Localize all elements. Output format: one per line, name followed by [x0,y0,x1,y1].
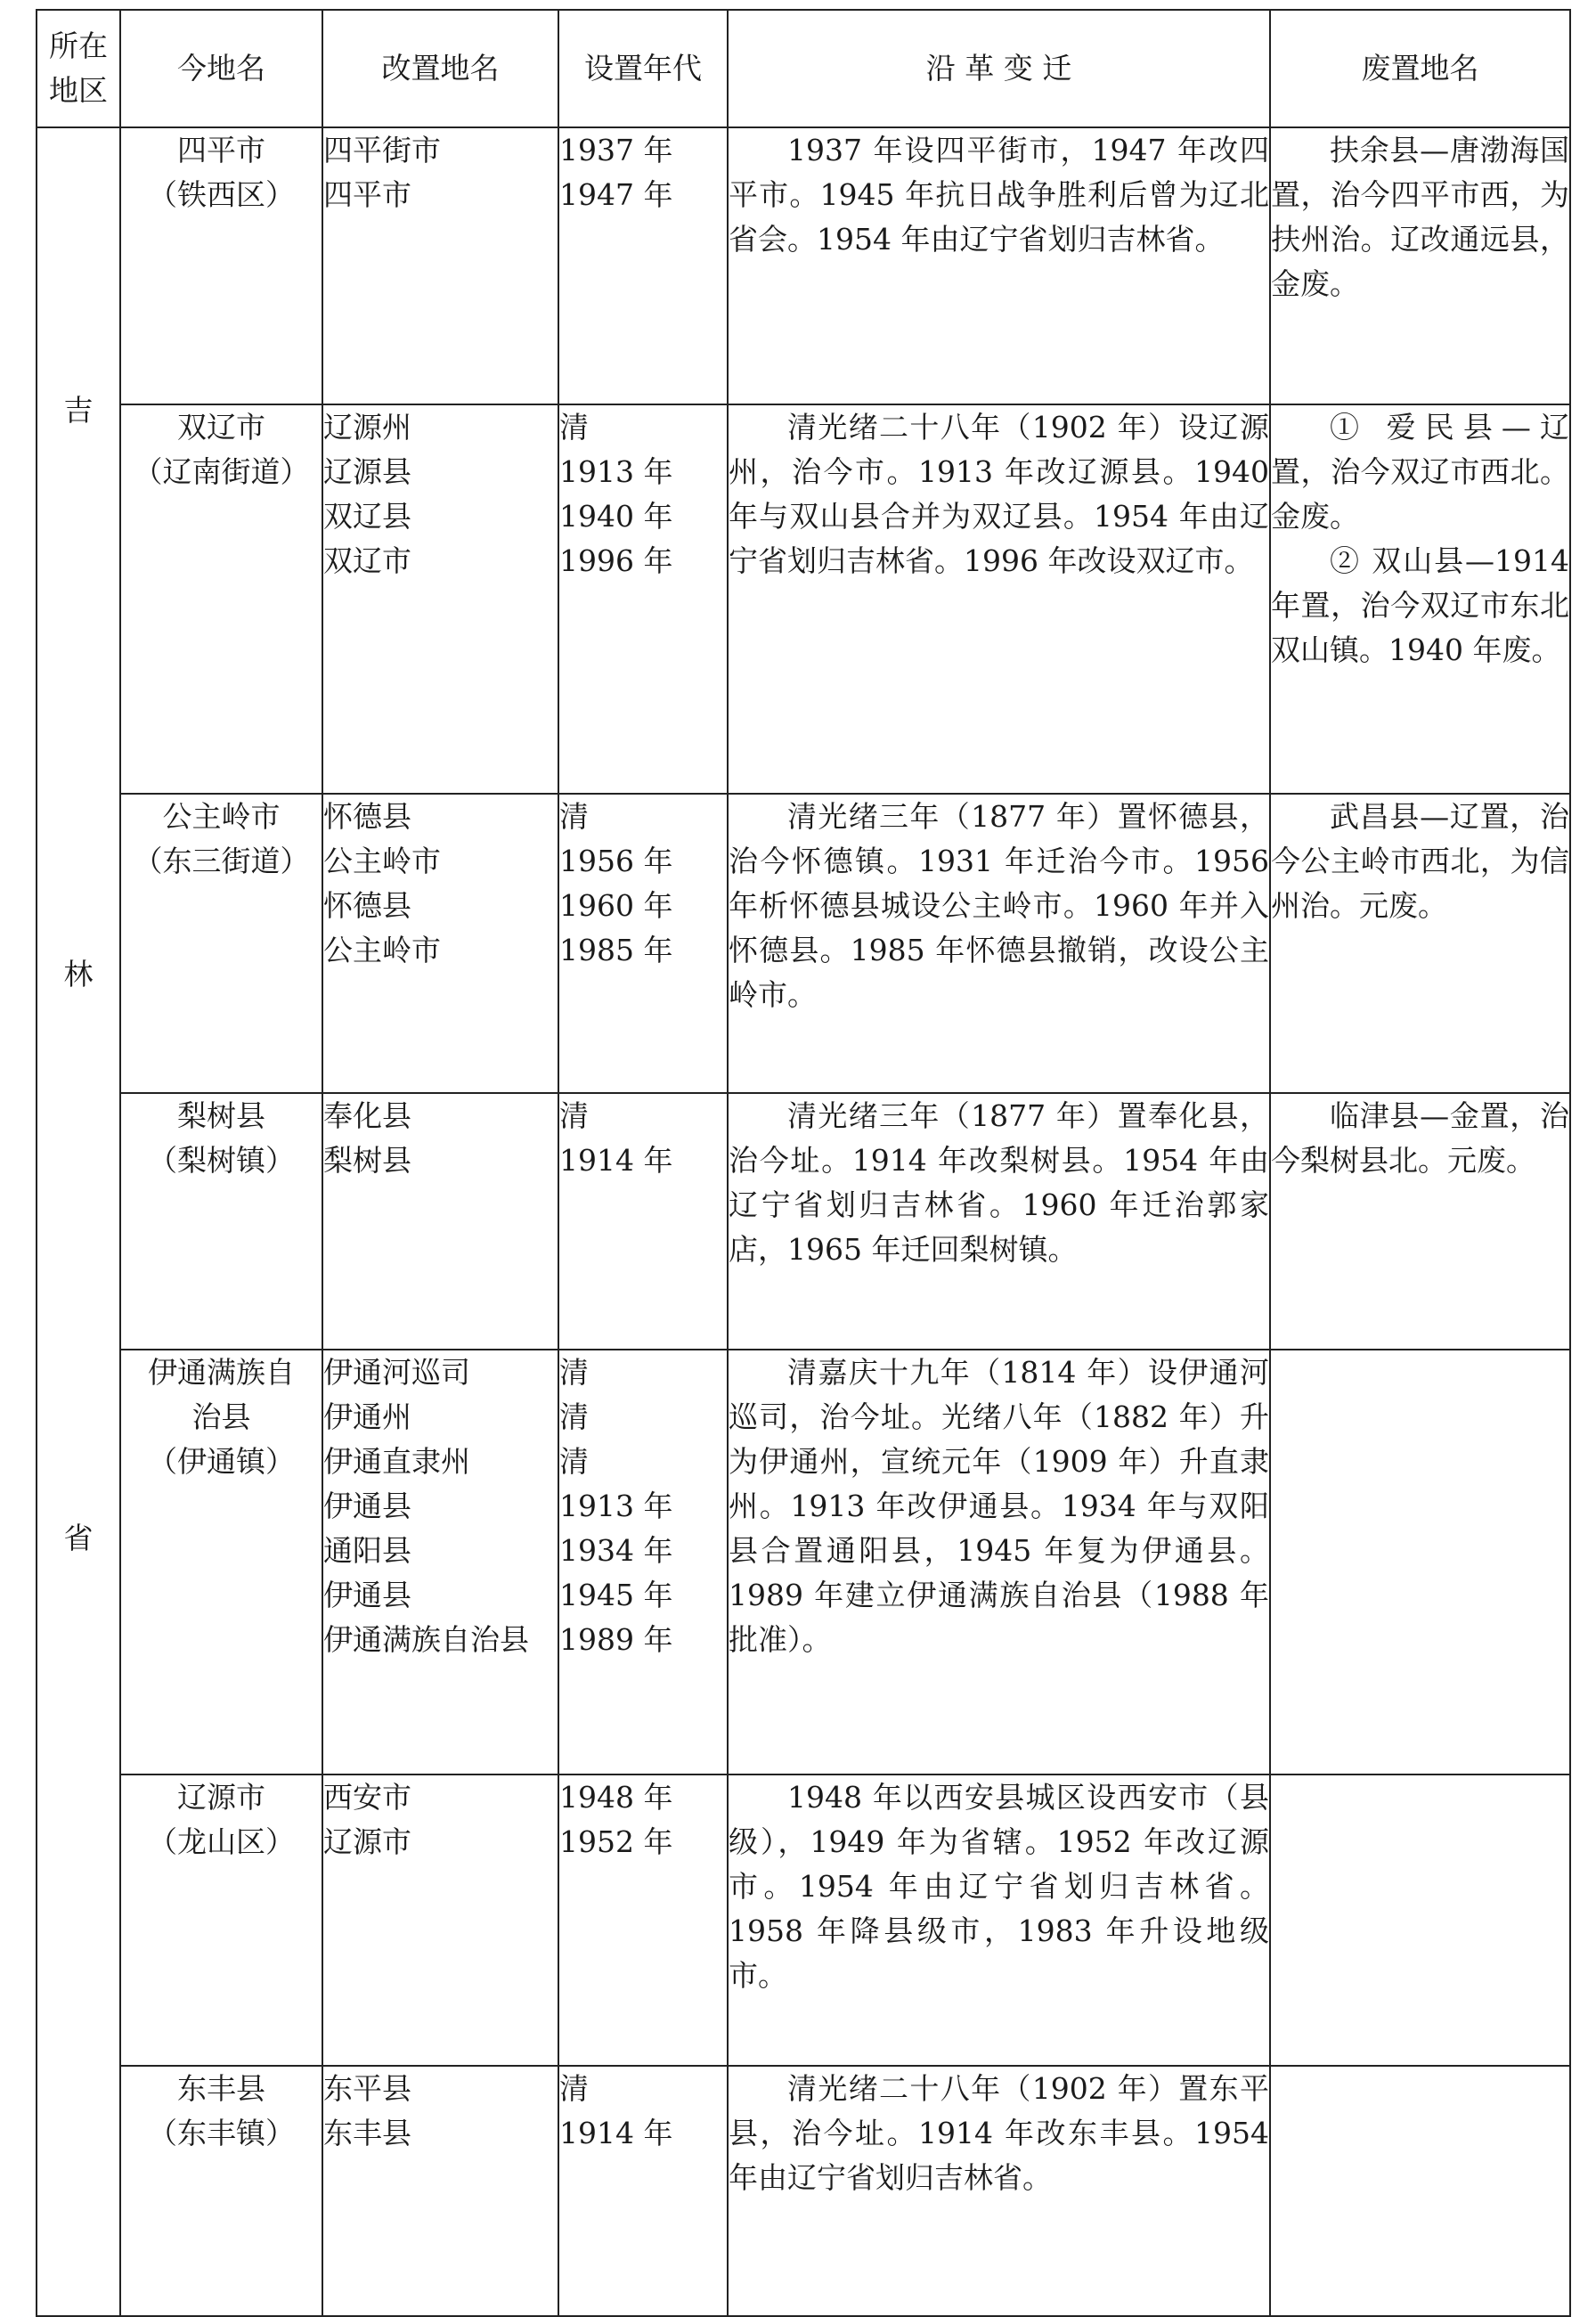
header-history: 沿 革 变 迁 [728,10,1270,127]
renamed-name: 伊通直隶州 [323,1444,470,1479]
header-abolished: 废置地名 [1270,10,1570,127]
history-cell [728,404,1270,794]
seat-name: （伊通镇） [148,1444,295,1479]
renamed-name: 伊通县 [323,1489,411,1523]
established-year: 1989 年 [559,1622,673,1657]
established-year: 1947 年 [559,177,673,212]
current-name-cell [120,794,322,1093]
current-name: 辽源市 [177,1780,265,1815]
history-cell [728,2066,1270,2316]
current-name: 东丰县 [177,2071,265,2106]
renamed-name: 伊通县 [323,1578,411,1612]
renamed-name: 伊通河巡司 [323,1355,470,1390]
established-year: 1913 年 [559,454,673,489]
renamed-names-cell [322,1350,558,1774]
seat-name: （东丰镇） [148,2116,295,2150]
seat-name: （龙山区） [148,1824,295,1859]
renamed-names-cell [322,794,558,1093]
header-region: 所在地区 [37,10,120,127]
renamed-name: 辽源州 [323,410,411,445]
abolished-note: 临津县—金置，治今梨树县北。元废。 [1271,1098,1569,1178]
header-established: 设置年代 [558,10,728,127]
current-name: 公主岭市 [162,799,281,834]
established-year: 1952 年 [559,1824,673,1859]
abolished-names-cell [1270,404,1570,794]
current-name-cell [120,2066,322,2316]
table-row [37,794,1570,1093]
renamed-name: 通阳县 [323,1533,411,1568]
gazetteer-table [36,9,1571,2317]
established-year: 1985 年 [559,933,673,967]
history-text: 清光绪三年（1877 年）置怀德县，治今怀德镇。1931 年迁治今市。1956 年析怀德县城设公主岭市。1960 年并入怀德县。1985 年怀德县撤销，改设公主岭市。 [729,799,1269,1012]
region-char: 吉 [63,392,94,428]
abolished-names-cell [1270,1774,1570,2066]
established-year: 1914 年 [559,1143,673,1178]
established-year: 清 [559,1355,589,1390]
abolished-names-cell [1270,2066,1570,2316]
established-year: 1956 年 [559,844,673,878]
region-char: 省 [63,1521,94,1556]
abolished-note: ② 双山县—1914 年置，治今双辽市东北双山镇。1940 年废。 [1271,543,1569,667]
seat-name: （东三街道） [133,844,310,878]
seat-name: （辽南街道） [133,454,310,489]
established-year: 清 [559,1399,589,1434]
history-text: 清嘉庆十九年（1814 年）设伊通河巡司，治今址。光绪八年（1882 年）升为伊通州，宣统元年（1909 年）升直隶州。1913 年改伊通县。1934 年与双阳县合置通阳县，1945 年复为伊通县。1989 年建立伊通满族自治县（1988 年批准）。 [729,1355,1269,1657]
current-name-cell [120,1350,322,1774]
renamed-name: 怀德县 [323,888,411,923]
established-years-cell [558,2066,728,2316]
established-year: 1996 年 [559,543,673,578]
renamed-names-cell [322,2066,558,2316]
current-name: 伊通满族自治县 [148,1355,295,1434]
current-name: 双辽市 [177,410,265,445]
established-years-cell [558,404,728,794]
abolished-note: 武昌县—辽置，治今公主岭市西北，为信州治。元废。 [1271,799,1569,923]
renamed-name: 公主岭市 [323,933,441,967]
established-year: 1960 年 [559,888,673,923]
established-year: 清 [559,799,589,834]
established-years-cell [558,1093,728,1350]
renamed-name: 奉化县 [323,1098,411,1133]
abolished-names-cell [1270,127,1570,404]
established-years-cell [558,794,728,1093]
header-row [37,10,1570,127]
established-years-cell [558,1774,728,2066]
history-text: 清光绪二十八年（1902 年）设辽源州，治今市。1913 年改辽源县。1940 年与双山县合并为双辽县。1954 年由辽宁省划归吉林省。1996 年改设双辽市。 [729,410,1269,578]
abolished-names-cell [1270,794,1570,1093]
table-row [37,404,1570,794]
renamed-names-cell [322,127,558,404]
established-year: 清 [559,1444,589,1479]
renamed-name: 怀德县 [323,799,411,834]
current-name: 四平市 [177,133,265,167]
current-name: 梨树县 [177,1098,265,1133]
table-row [37,1093,1570,1350]
abolished-note: 扶余县—唐渤海国置，治今四平市西，为扶州治。辽改通远县，金废。 [1271,133,1569,301]
renamed-names-cell [322,404,558,794]
history-text: 清光绪二十八年（1902 年）置东平县，治今址。1914 年改东丰县。1954 年由辽宁省划归吉林省。 [729,2071,1269,2195]
renamed-name: 西安市 [323,1780,411,1815]
history-text: 清光绪三年（1877 年）置奉化县，治今址。1914 年改梨树县。1954 年由辽宁省划归吉林省。1960 年迁治郭家店，1965 年迁回梨树镇。 [729,1098,1269,1267]
established-year: 1934 年 [559,1533,673,1568]
established-year: 清 [559,1098,589,1133]
established-year: 1914 年 [559,2116,673,2150]
renamed-name: 东平县 [323,2071,411,2106]
renamed-name: 双辽县 [323,499,411,534]
established-year: 1913 年 [559,1489,673,1523]
current-name-cell [120,404,322,794]
renamed-name: 双辽市 [323,543,411,578]
renamed-name: 辽源市 [323,1824,411,1859]
history-cell [728,127,1270,404]
established-year: 1940 年 [559,499,673,534]
current-name-cell [120,127,322,404]
history-cell [728,794,1270,1093]
established-year: 1945 年 [559,1578,673,1612]
renamed-name: 东丰县 [323,2116,411,2150]
renamed-names-cell [322,1093,558,1350]
seat-name: （铁西区） [148,177,295,212]
current-name-cell [120,1774,322,2066]
established-year: 清 [559,410,589,445]
history-cell [728,1774,1270,2066]
current-name-cell [120,1093,322,1350]
established-year: 1937 年 [559,133,673,167]
renamed-name: 四平市 [323,177,411,212]
history-cell [728,1350,1270,1774]
renamed-name: 公主岭市 [323,844,441,878]
table-row [37,2066,1570,2316]
region-cell [37,127,120,2316]
renamed-name: 伊通满族自治县 [323,1622,529,1657]
renamed-name: 伊通州 [323,1399,411,1434]
established-year: 1948 年 [559,1780,673,1815]
table-row [37,1774,1570,2066]
established-years-cell [558,1350,728,1774]
header-current-name: 今地名 [120,10,322,127]
history-cell [728,1093,1270,1350]
renamed-name: 辽源县 [323,454,411,489]
table-row [37,1350,1570,1774]
renamed-name: 四平街市 [323,133,441,167]
renamed-names-cell [322,1774,558,2066]
established-years-cell [558,127,728,404]
abolished-note: ① 爱民县—辽置，治今双辽市西北。金废。 [1271,410,1569,534]
established-year: 清 [559,2071,589,2106]
abolished-names-cell [1270,1093,1570,1350]
seat-name: （梨树镇） [148,1143,295,1178]
region-char: 林 [63,956,94,991]
table-row [37,127,1570,404]
region-name [37,128,119,1821]
history-text: 1948 年以西安县城区设西安市（县级），1949 年为省辖。1952 年改辽源市。1954 年由辽宁省划归吉林省。1958 年降县级市，1983 年升设地级市。 [729,1780,1269,1993]
abolished-names-cell [1270,1350,1570,1774]
renamed-name: 梨树县 [323,1143,411,1178]
header-renamed-names: 改置地名 [322,10,558,127]
history-text: 1937 年设四平街市，1947 年改四平市。1945 年抗日战争胜利后曾为辽北省会。1954 年由辽宁省划归吉林省。 [729,133,1269,257]
